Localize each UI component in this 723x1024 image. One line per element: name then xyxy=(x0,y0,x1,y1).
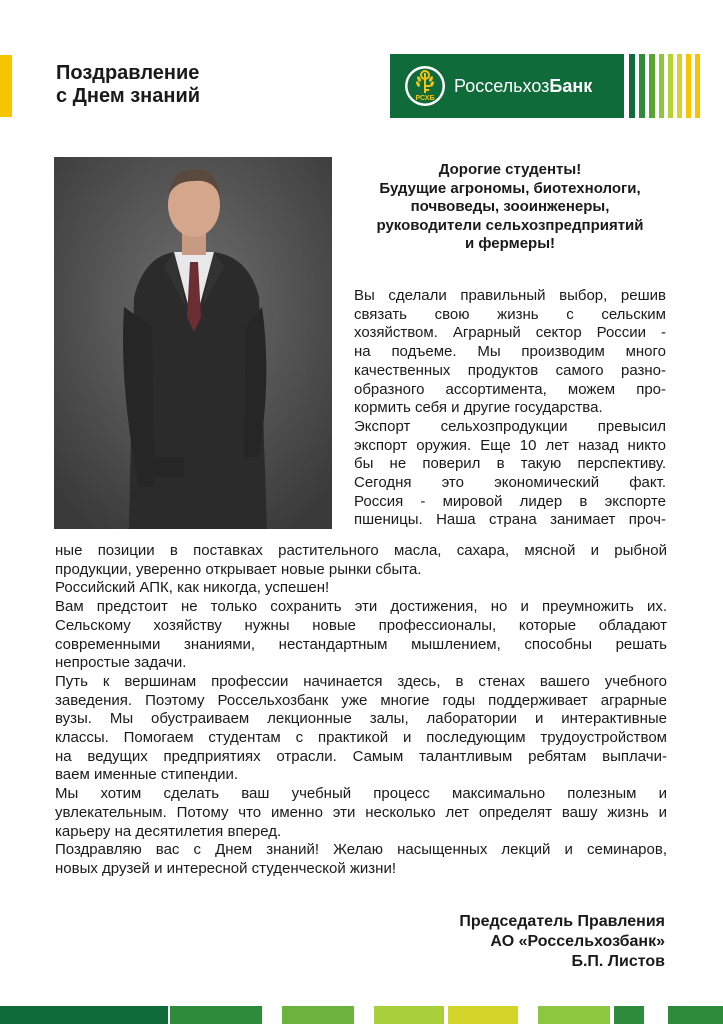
footer-stripe xyxy=(538,1006,610,1024)
signature-company: АО «Россельхозбанк» xyxy=(490,933,665,950)
bank-name-bold: Банк xyxy=(549,75,593,96)
body-line: карьеру на десятилетия вперед. xyxy=(55,822,282,840)
greeting-line: почвоведы, зооинженеры, xyxy=(410,198,610,215)
body-line: пшеницы. Наша страна занимает проч- xyxy=(354,511,666,529)
body-line: ваем именные стипендии. xyxy=(55,766,239,784)
body-line: непростые задачи. xyxy=(55,654,187,672)
footer-stripe xyxy=(374,1006,444,1024)
footer-stripe xyxy=(614,1006,644,1024)
greeting-line: руководители сельхозпредприятий xyxy=(376,216,644,234)
wheat-key-emblem-icon xyxy=(404,65,446,107)
bank-name xyxy=(454,76,592,97)
body-line: Россия - мировой лидер в экспорте xyxy=(354,492,666,510)
body-line: увлекательным. Потому что именно эти несколько лет определят вашу жизнь и xyxy=(55,803,667,821)
body-line: качественных продуктов самого разно- xyxy=(354,361,666,379)
body-line: Вы сделали правильный выбор, решив xyxy=(354,287,666,304)
footer-stripe xyxy=(282,1006,354,1024)
body-line: на подъеме. Мы производим много xyxy=(354,343,666,361)
footer-stripe xyxy=(668,1006,723,1024)
body-line: Путь к вершинам профессии начинается здесь, в стенах вашего учебного xyxy=(55,672,667,690)
body-line: экспорт оружия. Еще 10 лет назад никто xyxy=(354,436,666,454)
body-line: на ведущих предприятиях отрасли. Самым талантливым ребятам выплачи- xyxy=(55,747,667,765)
body-line: бы не поверил в такую перспективу. xyxy=(354,455,666,473)
body-line: Мы хотим сделать ваш учебный процесс максимально полезным и xyxy=(55,785,667,803)
body-line: ные позиции в поставках растительного масла, сахара, мясной и рыбной xyxy=(55,542,667,559)
signature-name: Б.П. Листов xyxy=(571,953,665,970)
body-line: Сельскому хозяйству нужны новые профессионалы, которые обладают xyxy=(55,616,667,634)
body-line: Экспорт сельхозпродукции превысил xyxy=(354,417,666,435)
signature-position: Председатель Правления xyxy=(459,913,665,930)
signature xyxy=(459,912,665,972)
bank-name-regular: Россельхоз xyxy=(454,75,550,96)
body-line: новых друзей и интересной студенческой жизни! xyxy=(55,859,396,877)
body-line: хозяйством. Аграрный сектор России - xyxy=(354,324,666,342)
stripe xyxy=(677,54,682,118)
body-line: продукции, уверенно открывает новые рынки сбыта. xyxy=(55,560,422,578)
bank-logo xyxy=(390,54,624,118)
greeting-line: Дорогие студенты! xyxy=(438,161,582,178)
greeting xyxy=(340,161,680,254)
body-line: классы. Помогаем студентам с практикой и последующим трудоустройством xyxy=(55,729,667,747)
page-title-line-2: с Днем знаний xyxy=(56,85,201,107)
stripe xyxy=(649,54,655,118)
body-text-column xyxy=(354,287,666,530)
page-title xyxy=(56,62,200,108)
stripe xyxy=(639,54,645,118)
body-line: Вам предстоит не только сохранить эти достижения, но и преумножить их. xyxy=(55,598,667,616)
body-line: Поздравляю вас с Днем знаний! Желаю насыщенных лекций и семинаров, xyxy=(55,841,667,859)
emblem-text: РСХБ xyxy=(415,95,435,102)
stripe xyxy=(629,54,635,118)
stripe xyxy=(668,54,673,118)
body-line: связать свою жизнь с сельским xyxy=(354,305,666,323)
accent-bar xyxy=(0,55,12,117)
body-line: вузы. Мы обустраиваем лекционные залы, лаборатории и интерактивные xyxy=(55,710,667,728)
stripe xyxy=(695,54,700,118)
body-line: кормить себя и другие государства. xyxy=(354,399,603,417)
body-line: образного ассортимента, можем про- xyxy=(354,380,666,398)
footer-stripe xyxy=(0,1006,168,1024)
footer-stripe xyxy=(170,1006,262,1024)
chairman-portrait xyxy=(54,157,332,529)
stripe xyxy=(686,54,691,118)
greeting-line: Будущие агрономы, биотехнологи, xyxy=(379,179,641,197)
greeting-line: и фермеры! xyxy=(464,235,556,252)
body-line: заведения. Поэтому Россельхозбанк уже многие годы поддерживает аграрные xyxy=(55,691,667,709)
body-line: Российский АПК, как никогда, успешен! xyxy=(55,579,330,597)
page-title-line-1: Поздравление xyxy=(56,62,200,84)
body-text xyxy=(55,542,667,879)
body-line: Сегодня это экономический факт. xyxy=(354,474,666,492)
footer-stripe xyxy=(448,1006,518,1024)
body-line: современными знаниями, нестандартным мышлением, способны решать xyxy=(55,635,667,653)
stripe xyxy=(659,54,664,118)
